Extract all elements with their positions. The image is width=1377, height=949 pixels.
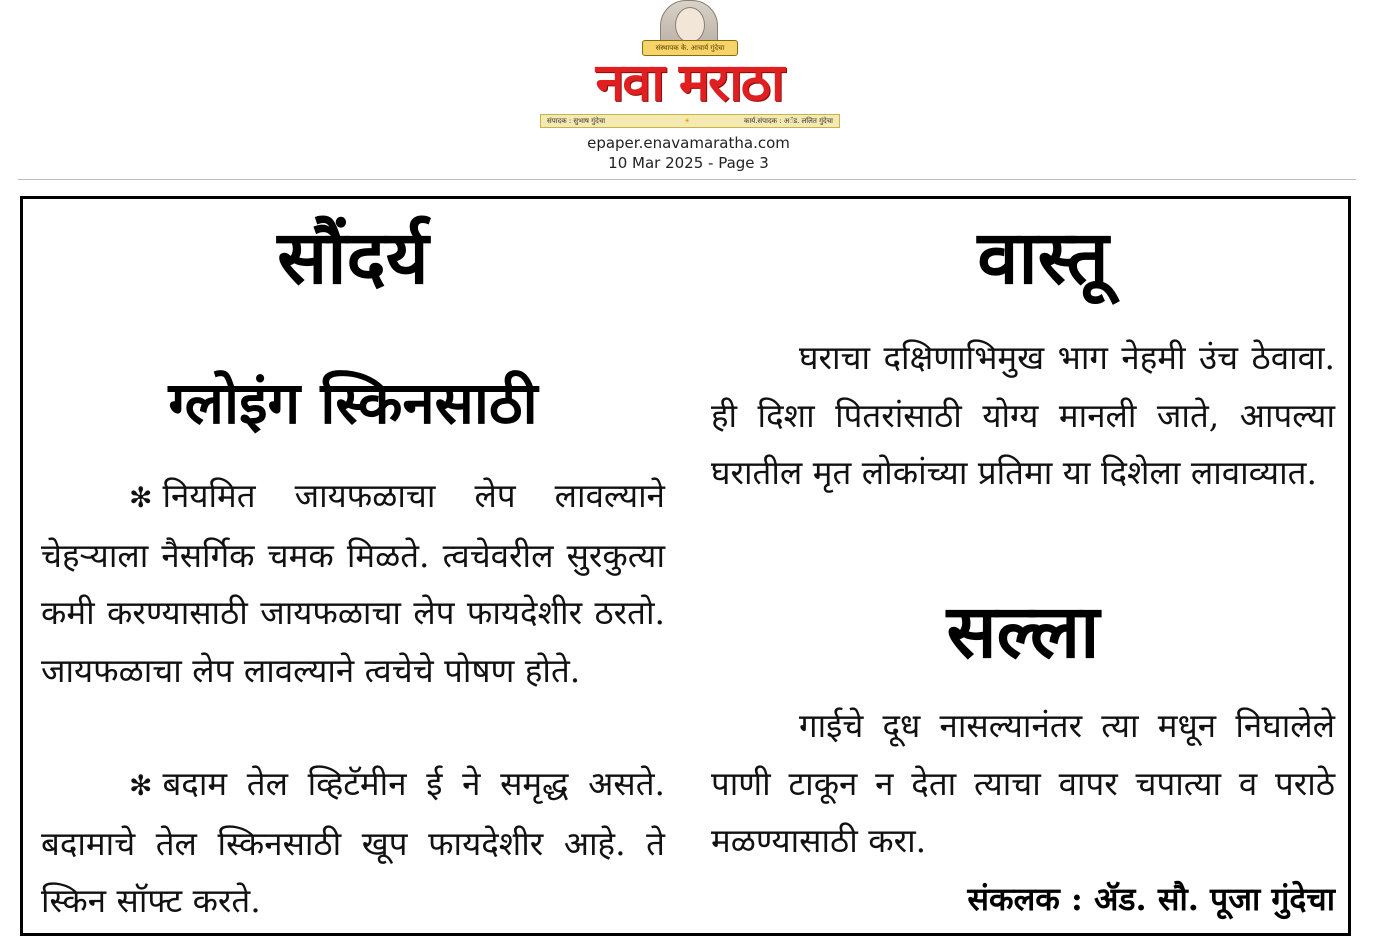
article-box	[20, 196, 1351, 936]
header-divider	[18, 179, 1356, 180]
vastu-text-body: घराचा दक्षिणाभिमुख भाग नेहमी उंच ठेवावा. ही दिशा पितरांसाठी योग्य मानली जाते, आपल्या घरातील मृत लोकांच्या प्रतिमा या दिशेला लावाव्यात.	[711, 338, 1335, 492]
newspaper-logo	[540, 0, 838, 128]
date-page: 10 Mar 2025 - Page 3	[608, 154, 769, 172]
vastu-heading: वास्तू	[977, 215, 1109, 301]
beauty-tip-1	[41, 467, 665, 699]
beauty-tip-2	[41, 755, 665, 930]
glowing-skin-subheading: ग्लोइंग स्किनसाठी	[168, 369, 538, 437]
compiler-credit: संकलक : ॲड. सौ. पूजा गुंदेचा	[967, 880, 1335, 918]
exec-editor-name: कार्य.संपादक : अॅड. ललित गुंदेचा	[743, 117, 833, 125]
beauty-tip-2-text: बदाम तेल व्हिटॅमीन ई ने समृद्ध असते. बदामाचे तेल स्किनसाठी खूप फायदेशीर आहे. ते स्किन सॉफ्ट करते.	[41, 764, 665, 920]
editor-name: संपादक : सुभाष गुंदेचा	[547, 117, 606, 125]
advice-text	[711, 697, 1335, 870]
sun-icon: ☀	[684, 117, 691, 125]
advice-text-body: गाईचे दूध नासल्यानंतर त्या मधून निघालेले पाणी टाकून न देता त्याचा वापर चपात्या व पराठे मळण्यासाठी करा.	[711, 706, 1335, 860]
editor-strip	[540, 114, 840, 128]
advice-heading: सल्ला	[946, 589, 1100, 675]
brand-title: नवा मराठा	[595, 52, 783, 113]
asterisk-bullet-icon: ✻	[129, 769, 153, 802]
asterisk-bullet-icon: ✻	[129, 481, 153, 514]
epaper-url: epaper.enavamaratha.com	[587, 134, 790, 152]
beauty-heading: सौंदर्य	[277, 215, 429, 301]
beauty-tip-1-text: नियमित जायफळाचा लेप लावल्याने चेहऱ्याला नैसर्गिक चमक मिळते. त्वचेवरील सुरकुत्या कमी करण्यासाठी जायफळाचा लेप फायदेशीर ठरतो. जायफळाचा लेप लावल्याने त्वचेचे पोषण होते.	[41, 476, 665, 690]
founder-ribbon: संस्थापक के. आचार्य गुंदेचा	[642, 40, 738, 56]
vastu-text	[711, 329, 1335, 502]
masthead	[0, 0, 1377, 180]
